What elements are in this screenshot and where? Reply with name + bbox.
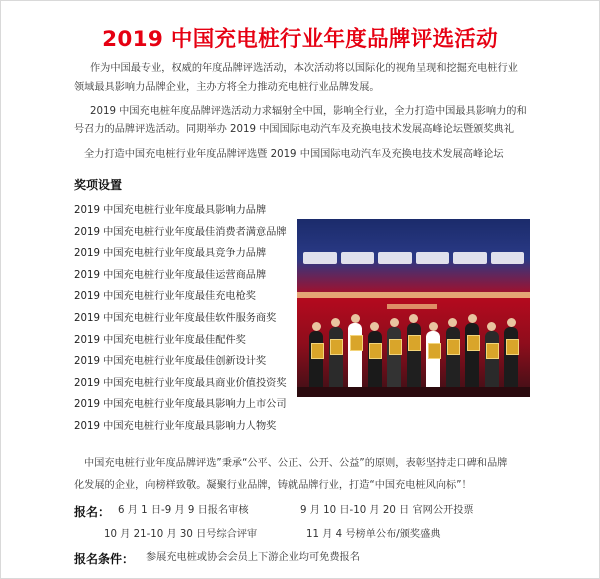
award-item: 2019 中国充电桩行业年度最具商业价值投资奖 [74,377,287,389]
awards-heading: 奖项设置 [74,178,123,192]
schedule-item-3: 10 月 21-10 月 30 日号综合评审 [104,529,258,540]
award-ceremony-photo [297,219,530,397]
person-figure [504,327,518,389]
award-item: 2019 中国充电桩行业年度最佳消费者满意品牌 [74,226,287,238]
schedule-item-2: 9 月 10 日-10 月 20 日 官网公开投票 [300,505,474,516]
schedule-label: 报名： [74,505,111,519]
person-figure [387,327,401,389]
person-figure [407,323,421,389]
conditions-label: 报名条件： [74,552,135,566]
intro-line-3: 2019 中国充电桩年度品牌评选活动力求辐射全中国，影响全行业，全力打造中国最具影响力的和 [90,106,527,117]
person-figure [465,323,479,389]
award-item: 2019 中国充电桩行业年度最具影响力人物奖 [74,421,277,432]
principle-line-2: 化发展的企业，向榜样致敬。凝聚行业品牌，铸就品牌行业，打造“中国充电桩风向标”！ [74,480,472,491]
intro-line-2: 领域最具影响力品牌企业，主办方将全力推动充电桩行业品牌发展。 [74,82,380,93]
stage-floor [297,387,530,397]
person-figure [309,331,323,389]
award-item: 2019 中国充电桩行业年度最佳创新设计奖 [74,356,267,368]
intro-line-5: 全力打造中国充电桩行业年度品牌评选暨 2019 中国国际电动汽车及充换电技术发展高峰论坛 [84,149,504,160]
principle-line-1: 中国充电桩行业年度品牌评选”秉承“公平、公正、公开、公益”的原则，表彰坚持走口碑和品牌 [84,458,508,469]
person-figure [426,331,440,389]
award-item: 2019 中国充电桩行业年度最佳充电枪奖 [74,291,256,303]
award-item: 2019 中国充电桩行业年度最具影响力品牌 [74,205,267,216]
person-figure [348,323,362,389]
schedule-item-1: 6 月 1 日-9 月 9 日报名审核 [118,505,249,516]
person-figure [329,327,343,389]
award-item: 2019 中国充电桩行业年度最佳软件服务商奖 [74,313,277,324]
award-item: 2019 中国充电桩行业年度最佳运营商品牌 [74,269,267,281]
banner-subtext [387,304,437,309]
sponsor-logos [297,249,530,267]
schedule-item-4: 11 月 4 号榜单公布/颁奖盛典 [306,529,441,540]
award-item: 2019 中国充电桩行业年度最具影响力上市公司 [74,399,287,411]
award-item: 2019 中国充电桩行业年度最具竞争力品牌 [74,248,267,260]
banner-text [297,292,530,298]
intro-line-4: 号召力的品牌评选活动。同期举办 2019 中国国际电动汽车及充换电技术发展高峰论坛暨颁奖典礼 [74,124,514,135]
person-figure [368,331,382,389]
page-title: 2019 中国充电桩行业年度品牌评选活动 [102,27,498,52]
person-figure [446,327,460,389]
award-item: 2019 中国充电桩行业年度最佳配件奖 [74,334,246,346]
intro-line-1: 作为中国最专业，权威的年度品牌评选活动，本次活动将以国际化的视角呈现和挖掘充电桩行业 [90,63,518,74]
person-figure [485,331,499,389]
conditions-text: 参展充电桩或协会会员上下游企业均可免费报名 [146,552,360,563]
